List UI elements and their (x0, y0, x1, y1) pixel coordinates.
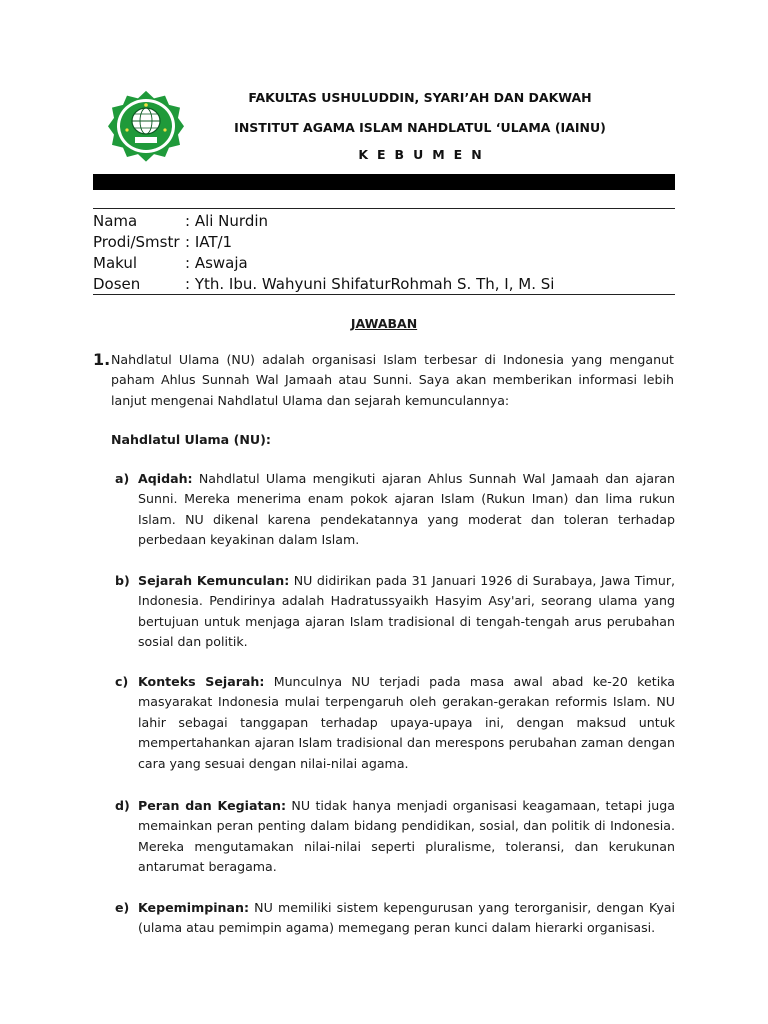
list-item-aqidah (115, 469, 675, 551)
info-label: Prodi/Smstr (93, 233, 180, 251)
info-value: : Yth. Ibu. Wahyuni ShifaturRohmah S. Th, I, M. Si (185, 275, 555, 293)
section-subheading: Nahdlatul Ulama (NU): (111, 432, 271, 447)
info-value: : Aswaja (185, 254, 248, 272)
list-item-text (138, 796, 675, 878)
list-item-text (138, 898, 675, 939)
institute-name: INSTITUT AGAMA ISLAM NAHDLATUL ‘ULAMA (IAINU) (234, 120, 606, 135)
header-divider-bar (93, 174, 675, 190)
intro-paragraph: Nahdlatul Ulama (NU) adalah organisasi Islam terbesar di Indonesia yang menganut paham Ahlus Sunnah Wal Jamaah atau Sunni. Saya akan memberikan informasi lebih lanjut mengenai Nahdlatul Ulama dan sejarah kemunculannya: (111, 352, 674, 408)
info-label: Dosen (93, 275, 141, 293)
item-body: NU tidak hanya menjadi organisasi keagamaan, tetapi juga memainkan peran penting dalam bidang pendidikan, sosial, dan politik di Indonesia. Mereka mengutamakan nilai-nilai seperti pluralisme, toleransi, dan kerukunan antarumat beragama. (138, 798, 676, 875)
info-value: : Ali Nurdin (185, 212, 269, 230)
list-item-text (138, 571, 675, 653)
item-body: NU memiliki sistem kepengurusan yang terorganisir, dengan Kyai (ulama atau pemimpin agama) memegang peran kunci dalam hierarki organisasi. (138, 900, 675, 936)
info-bottom-rule (93, 294, 675, 295)
info-row-prodi (93, 232, 554, 253)
item-label: Peran dan Kegiatan: (138, 798, 286, 813)
info-top-rule (93, 208, 675, 209)
item-label: Konteks Sejarah: (138, 674, 265, 689)
info-label: Nama (93, 212, 138, 230)
item-label: Sejarah Kemunculan: (138, 573, 290, 588)
item-label: Kepemimpinan: (138, 900, 249, 915)
item-body: NU didirikan pada 31 Januari 1926 di Surabaya, Jawa Timur, Indonesia. Pendirinya adalah Hadratussyaikh Hasyim Asy'ari, seorang ulama yang bertujuan untuk menjaga ajaran Islam tradisional di tengah-tengah arus perubahan sosial dan politik. (138, 573, 675, 650)
item-label: Aqidah: (138, 471, 193, 486)
list-item-peran (115, 796, 675, 878)
list-item-konteks (115, 672, 675, 774)
list-letter: a) (115, 471, 130, 486)
info-row-nama (93, 211, 554, 232)
info-row-dosen (93, 274, 554, 295)
answer-title: JAWABAN (350, 316, 418, 331)
list-letter: e) (115, 900, 130, 915)
list-letter: c) (115, 674, 129, 689)
info-row-makul (93, 253, 554, 274)
list-item-text (138, 469, 675, 551)
list-item-sejarah (115, 571, 675, 653)
info-value: : IAT/1 (185, 233, 233, 251)
item-body: Nahdlatul Ulama mengikuti ajaran Ahlus Sunnah Wal Jamaah dan ajaran Sunni. Mereka menerima enam pokok ajaran Islam (Rukun Iman) dan lima rukun Islam. NU dikenal karena pendekatannya yang moderat dan toleran terhadap perbedaan keyakinan dalam Islam. (138, 471, 675, 548)
item-body: Munculnya NU terjadi pada masa awal abad ke-20 ketika masyarakat Indonesia mulai terpengaruh oleh gerakan-gerakan reformis Islam. NU lahir sebagai tanggapan terhadap upaya-upaya ini, dengan maksud untuk mempertahankan ajaran Islam tradisional dan merespons perubahan zaman dengan cara yang sesuai dengan nilai-nilai agama. (138, 674, 675, 771)
city-name: KEBUMEN (358, 147, 491, 162)
info-label: Makul (93, 254, 138, 272)
list-letter: b) (115, 573, 130, 588)
student-info (93, 211, 554, 295)
question-number: 1. (93, 350, 111, 369)
list-letter: d) (115, 798, 130, 813)
list-item-kepemimpinan (115, 898, 675, 939)
list-item-text (138, 672, 675, 774)
faculty-name: FAKULTAS USHULUDDIN, SYARI’AH DAN DAKWAH (248, 90, 592, 105)
